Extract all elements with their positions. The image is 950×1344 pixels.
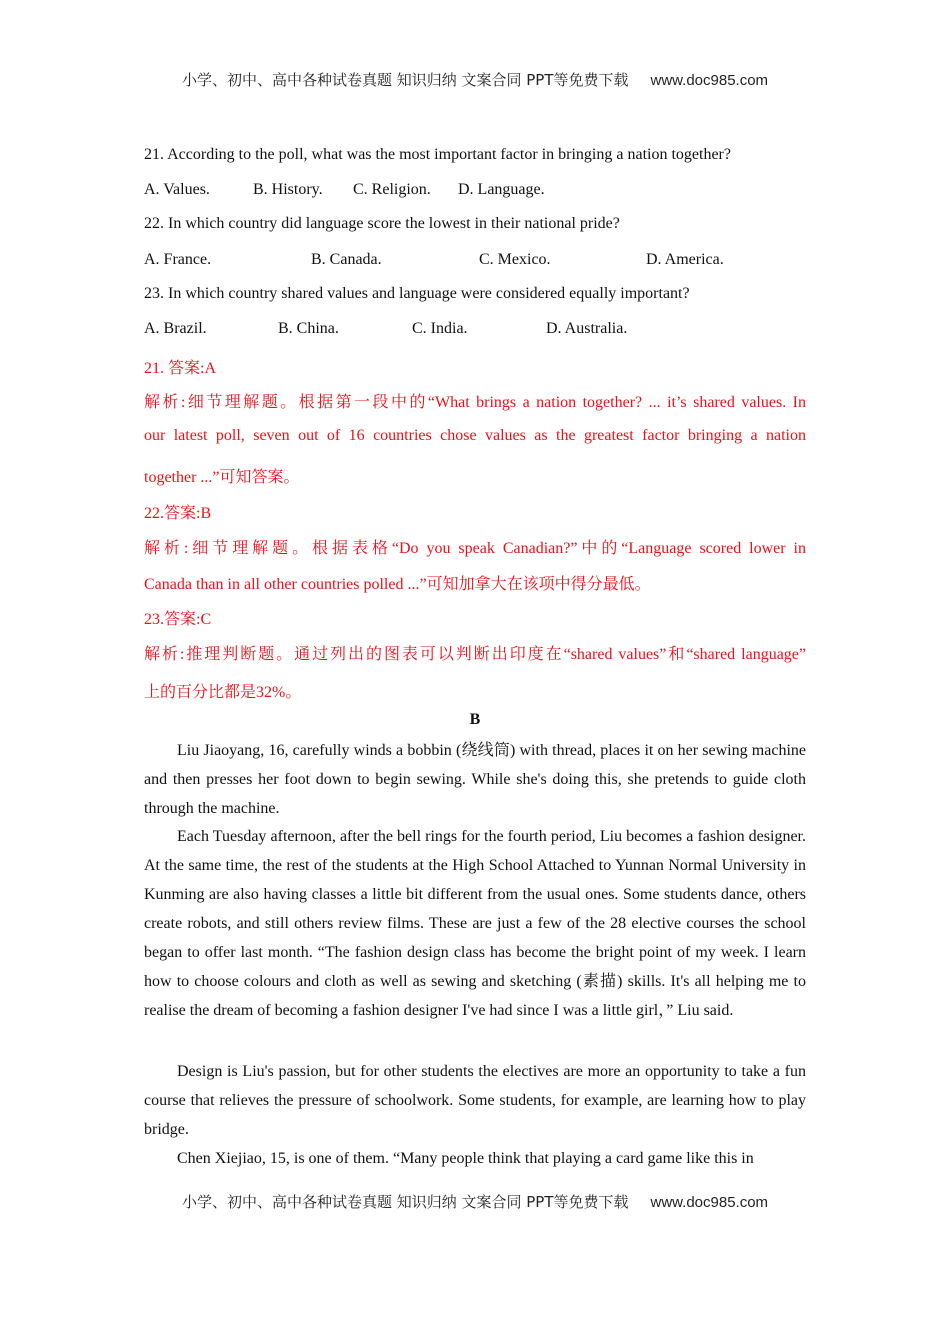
q23-option-b: B. China. [278, 320, 339, 337]
footer-url[interactable]: www.doc985.com [650, 1194, 769, 1211]
passage-paragraph-3: Design is Liu's passion, but for other students the electives are more an opportunity to take a fun course that relieves the pressure of schoolwork. Some students, for example, are learning how to play bridge. [144, 1063, 806, 1138]
q23-option-a: A. Brazil. [144, 320, 207, 337]
question-23-stem: 23. In which country shared values and language were considered equally important? [144, 285, 690, 302]
q22-option-c: C. Mexico. [479, 251, 551, 268]
passage-paragraph-1: Liu Jiaoyang, 16, carefully winds a bobbin (绕线筒) with thread, places it on her sewing machine and then presses her foot down to begin sewing. While she's doing this, she pretends to guide cloth through the machine. [144, 742, 806, 817]
answer-23: 23.答案:C [144, 611, 212, 628]
q22-option-a: A. France. [144, 251, 212, 268]
footer-text: 小学、初中、高中各种试卷真题 知识归纳 文案合同 PPT等免费下载 [181, 1193, 629, 1211]
explanation-22-line-1: 解析:细节理解题。根据表格“Do you speak Canadian?”中的“Language scored lower in [144, 540, 806, 557]
q23-option-d: D. Australia. [546, 320, 628, 337]
q21-option-c: C. Religion. [353, 181, 431, 198]
question-22-stem: 22. In which country did language score the lowest in their national pride? [144, 215, 620, 232]
q23-option-c: C. India. [412, 320, 468, 337]
passage-paragraph-4: Chen Xiejiao, 15, is one of them. “Many people think that playing a card game like this in [177, 1150, 754, 1167]
passage-paragraph-2: Each Tuesday afternoon, after the bell rings for the fourth period, Liu becomes a fashion designer. At the same time, the rest of the students at the High School Attached to Yunnan Normal University in Kunming are also having classes a little bit different from the usual ones. Some students dance, others create robots, and still others review films. These are just a few of the 28 elective courses the school began to offer last month. “The fashion design class has become the bright point of my week. I learn how to choose colours and cloth as well as sewing and sketching (素描) skills. It's all helping me to realise the dream of becoming a fashion designer I've had since I was a little girl，” Liu said. [144, 828, 806, 1019]
q22-option-b: B. Canada. [311, 251, 382, 268]
q21-option-d: D. Language. [458, 181, 545, 198]
explanation-23-line-1: 解析:推理判断题。通过列出的图表可以判断出印度在“shared values”和“shared language” [144, 646, 806, 663]
question-21-stem: 21. According to the poll, what was the most important factor in bringing a nation together? [144, 146, 731, 163]
answer-22: 22.答案:B [144, 505, 212, 522]
explanation-21-line-1: 解析:细节理解题。根据第一段中的“What brings a nation together? ... it’s shared values. In [144, 394, 806, 411]
q21-option-b: B. History. [253, 181, 323, 198]
explanation-23-line-2: 上的百分比都是32%。 [144, 684, 302, 701]
explanation-22-line-2: Canada than in all other countries polled ...”可知加拿大在该项中得分最低。 [144, 576, 651, 593]
page-footer [0, 1191, 950, 1212]
answer-21: 21. 答案:A [144, 360, 217, 377]
explanation-21-line-2: our latest poll, seven out of 16 countries chose values as the greatest factor bringing a nation [144, 427, 806, 444]
section-heading: B [469, 711, 481, 728]
header-url[interactable]: www.doc985.com [650, 72, 769, 89]
q22-option-d: D. America. [646, 251, 724, 268]
q21-option-a: A. Values. [144, 181, 210, 198]
explanation-21-line-3: together ...”可知答案。 [144, 469, 300, 486]
header-text: 小学、初中、高中各种试卷真题 知识归纳 文案合同 PPT等免费下载 [181, 71, 629, 89]
page-header [0, 69, 950, 90]
